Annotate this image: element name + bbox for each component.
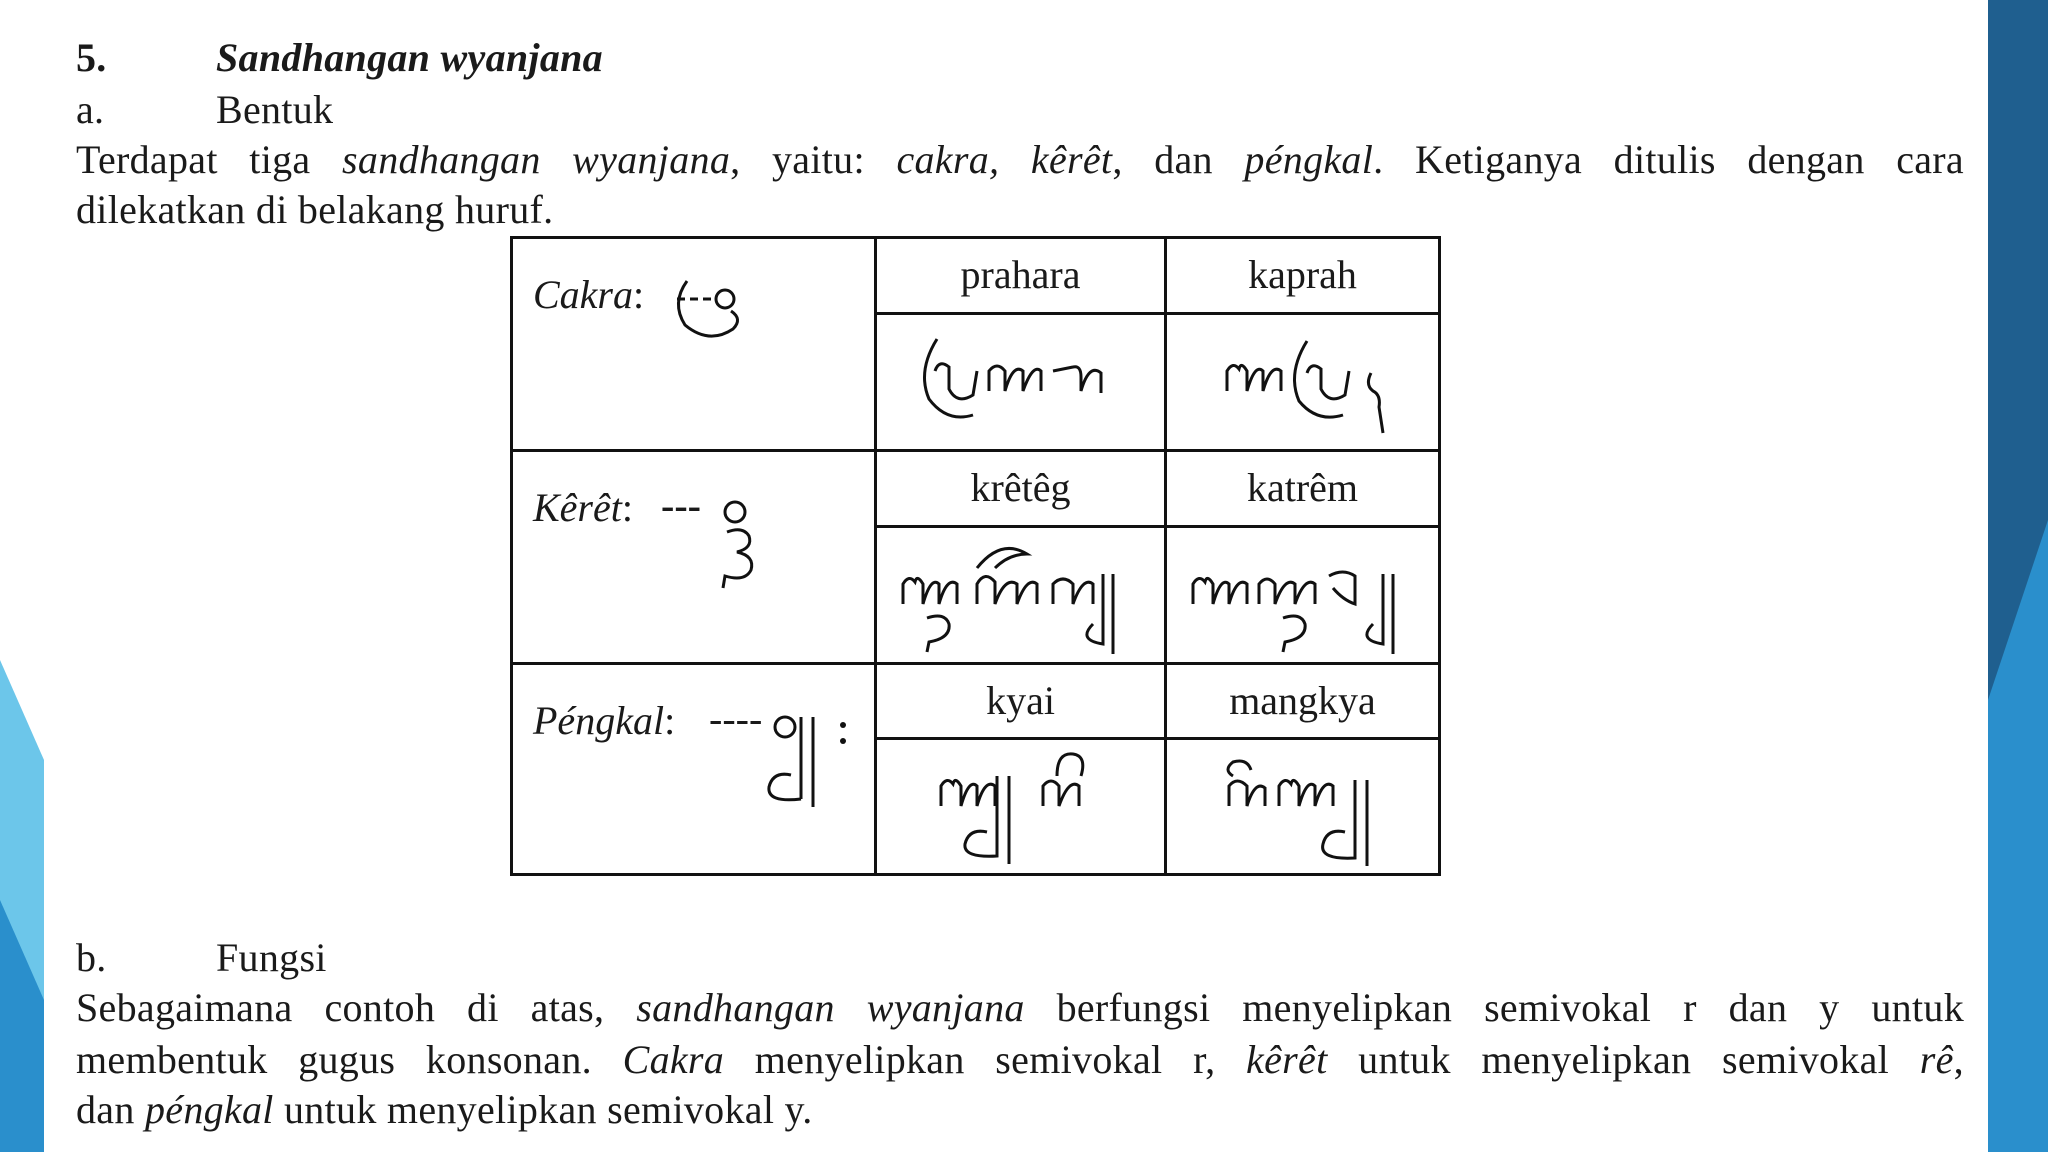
document-page [44, 0, 1988, 1152]
keret-label: Kêrêt: [533, 485, 633, 530]
keret-label-text: Kêrêt [533, 485, 622, 530]
keret-sign-icon [709, 492, 779, 602]
intro-text: Terdapat tiga [76, 137, 343, 182]
example-word-kyai: kyai [876, 664, 1166, 739]
function-term: péngkal [144, 1087, 274, 1132]
function-text: dan [76, 1087, 145, 1132]
javanese-script-prahara-icon [877, 315, 1167, 447]
cakra-sign-icon [663, 259, 763, 349]
function-text: untuk menyelipkan semivokal [1327, 1037, 1920, 1082]
function-text: , [1953, 1037, 1964, 1082]
function-term: rê [1919, 1037, 1954, 1082]
javanese-katrem-cell [1166, 527, 1440, 664]
javanese-script-katrem-icon [1167, 528, 1441, 660]
function-term: sandhangan wyanjana [636, 985, 1025, 1030]
intro-text: , yaitu: [730, 137, 897, 182]
section-number: 5. [76, 35, 107, 80]
cakra-label-text: Cakra [533, 272, 633, 317]
intro-term: cakra, kêrêt [896, 137, 1113, 182]
function-line-3 [76, 1086, 813, 1134]
cakra-label-cell [512, 238, 876, 451]
javanese-script-mangkya-icon [1167, 740, 1441, 872]
function-term: kêrêt [1246, 1037, 1328, 1082]
intro-text: . Ketiganya ditulis dengan cara [1373, 137, 1964, 182]
function-text: membentuk gugus konsonan. [76, 1037, 623, 1082]
pengkal-sign-icon [763, 705, 873, 815]
example-word-kreteg: krêtêg [876, 451, 1166, 527]
section-title: Sandhangan wyanjana [216, 35, 603, 80]
function-text: untuk menyelipkan semivokal y. [273, 1087, 813, 1132]
function-term: Cakra [622, 1037, 725, 1082]
function-text: Sebagaimana contoh di atas, [76, 985, 637, 1030]
function-line-1 [76, 984, 1964, 1032]
javanese-kaprah-cell [1166, 314, 1440, 451]
subsection-b-title: Fungsi [216, 935, 327, 980]
keret-label-cell [512, 451, 876, 664]
function-text: menyelipkan semivokal r, [724, 1037, 1247, 1082]
pengkal-sign-dashes: ---- [709, 696, 763, 741]
subsection-a-letter: a. [76, 87, 105, 132]
example-word-katrem: katrêm [1166, 451, 1440, 527]
table-row [512, 664, 1440, 739]
pengkal-label-cell [512, 664, 876, 875]
example-word-prahara: prahara [876, 238, 1166, 314]
example-word-kaprah: kaprah [1166, 238, 1440, 314]
javanese-script-kyai-icon [877, 740, 1167, 872]
pengkal-label-text: Péngkal [533, 698, 665, 743]
javanese-prahara-cell [876, 314, 1166, 451]
example-word-mangkya: mangkya [1166, 664, 1440, 739]
javanese-kreteg-cell [876, 527, 1166, 664]
table-row [512, 238, 1440, 314]
subsection-b-letter: b. [76, 935, 107, 980]
intro-line-2: dilekatkan di belakang huruf. [76, 187, 554, 232]
javanese-kyai-cell [876, 739, 1166, 875]
cakra-label: Cakra: [533, 272, 645, 317]
table-row [512, 451, 1440, 527]
javanese-mangkya-cell [1166, 739, 1440, 875]
intro-term: sandhangan wyanjana [342, 137, 731, 182]
sandhangan-table [510, 236, 1441, 876]
subsection-a-title: Bentuk [216, 87, 334, 132]
function-text: berfungsi menyelipkan semivokal r dan y untuk [1024, 985, 1964, 1030]
javanese-script-kaprah-icon [1167, 315, 1441, 447]
function-line-2 [76, 1036, 1964, 1084]
keret-sign-dashes: --- [661, 483, 701, 528]
pengkal-label: Péngkal: [533, 698, 676, 743]
intro-term: péngkal [1244, 137, 1374, 182]
intro-line-1 [76, 136, 1964, 184]
intro-text: , dan [1112, 137, 1245, 182]
javanese-script-kreteg-icon [877, 528, 1167, 660]
